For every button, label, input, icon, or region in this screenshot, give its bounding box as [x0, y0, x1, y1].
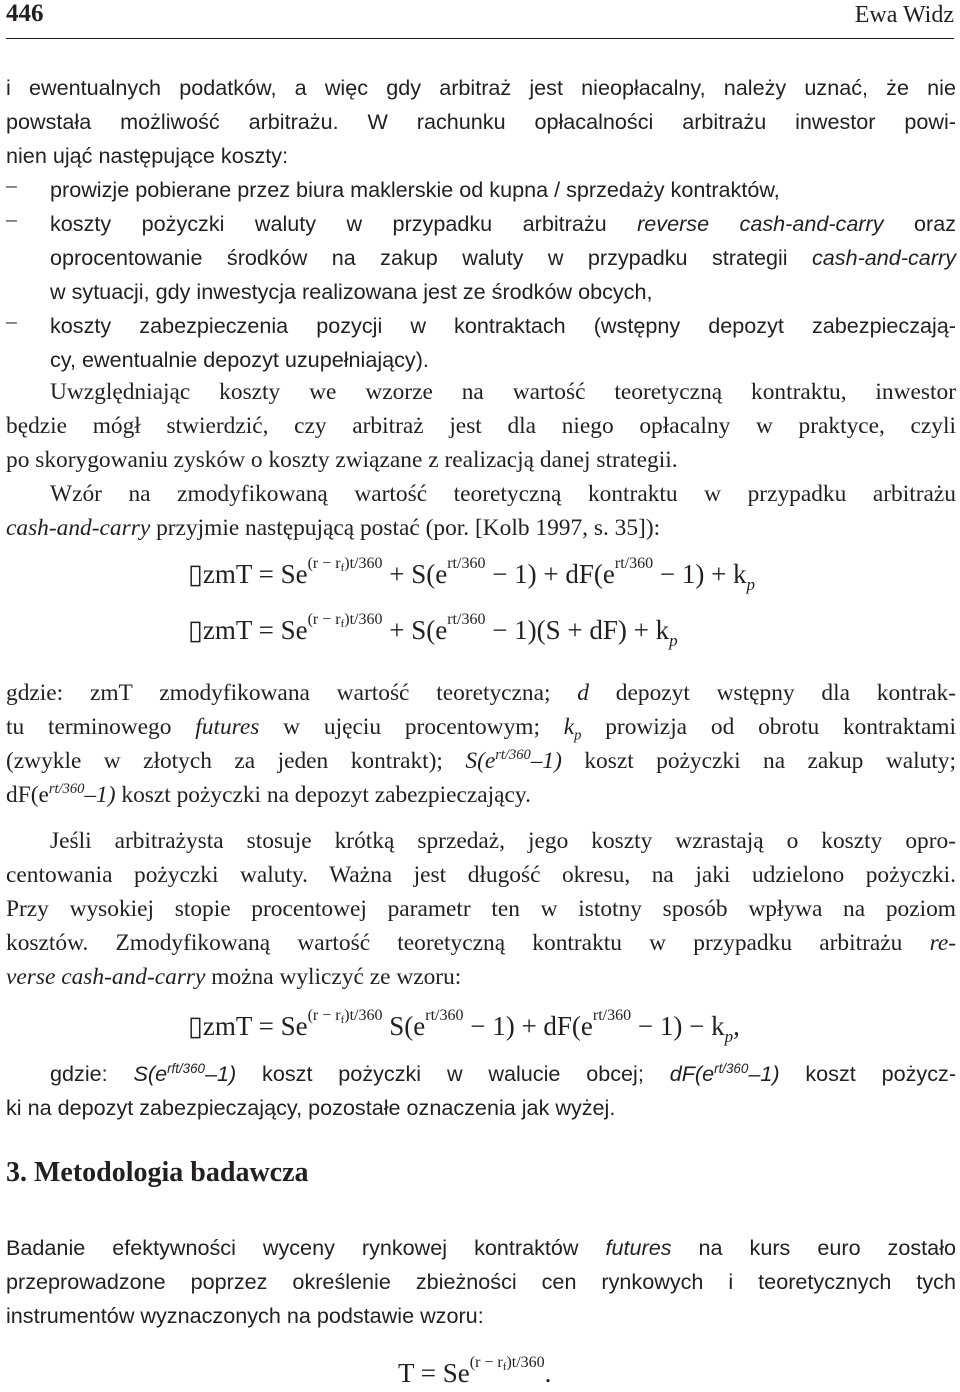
- running-header: [6, 0, 954, 39]
- paragraph-costs: Uwzględniając koszty we wzorze na wartość teoretyczną kontraktu, inwestor będzie mógł stwierdzić, czy arbitraż jest dla niego opłacalny w praktyce, czyli po skorygowaniu zysków o koszty związane z realizacją danej strategii.: [6, 379, 956, 473]
- formula-cash-and-carry-2: ▯zmT = $Se^{(r - rf)t/360} + S(e^{rt/360} - 1)(S + dF) + k_p$: [188, 611, 678, 650]
- page-number: 446: [6, 0, 44, 27]
- bullet-dash: –: [6, 173, 17, 197]
- paragraph-methodology: Badanie efektywności wyceny rynkowej kontraktów futures na kurs euro zostało przeprowadzone poprzez określenie zbieżności cen rynkowych i teoretycznych tych instrumentów wyznaczonych na podstawie wzoru:: [6, 1235, 957, 1328]
- formula-theoretical-price: $T = Se^{(r - rf)t/360}$.: [398, 1354, 552, 1388]
- formula-reverse-cash-and-carry: ▯zmT = $Se^{(r - rf)t/360}$ $S(e^{rt/360} - 1) + dF(e^{rt/360} - 1) - k_p$,: [188, 1007, 740, 1046]
- section-heading: 3. Metodologia badawcza: [6, 1157, 309, 1188]
- bullet-continuation: oprocentowanie środków na zakup waluty w przypadku strategii cash-and-carry w sytuacji, gdy inwestycja realizowana jest ze środków obcych,: [50, 245, 956, 304]
- paragraph-formula-intro: Wzór na zmodyfikowaną wartość teoretyczną kontraktu w przypadku arbitrażu cash-and-carry przyjmie następującą postać (por. [Kolb 1997, s. 35]):: [6, 481, 956, 541]
- intro-paragraph: i ewentualnych podatków, a więc gdy arbitraż jest nieopłacalny, należy uznać, że nie powstała możliwość arbitrażu. W rachunku opłacalności arbitrażu inwestor powi- nien ująć następujące koszty:: [6, 75, 956, 168]
- bullet-dash: –: [6, 309, 17, 333]
- paragraph-notation: gdzie: zmT zmodyfikowana wartość teoretyczna; d depozyt wstępny dla kontrak- tu terminowego futures w ujęciu procentowym; $k_p$ prowizja od obrotu kontraktami (zwykle w złotych za jeden kontrakt); $S(e^{rt/360}-1)$ koszt pożyczki na zakup waluty; $dF(e^{rt/360}-1)$ koszt pożyczki na depozyt zabezpieczający.: [6, 680, 956, 808]
- bullet-item: koszty zabezpieczenia pozycji w kontraktach (wstępny depozyt zabezpieczają- cy, ewentualnie depozyt uzupełniający).: [50, 313, 956, 372]
- formula-cash-and-carry-1: ▯zmT = $Se^{(r - rf)t/360} + S(e^{rt/360} - 1) + dF(e^{rt/360} - 1) + k_p$: [188, 555, 756, 594]
- running-author: Ewa Widz: [854, 2, 954, 28]
- paragraph-short-sale: Jeśli arbitrażysta stosuje krótką sprzedaż, jego koszty wzrastają o koszty opro- centowania pożyczki waluty. Ważna jest długość okresu, na jaki udzielono pożyczki. Przy wysokiej stopie procentowej parametr ten w istotny sposób wpływa na poziom kosztów. Zmodyfikowaną wartość teoretyczną kontraktu w przypadku arbitrażu re- verse cash-and-carry można wyliczyć ze wzoru:: [6, 828, 956, 990]
- bullet-dash: –: [6, 207, 17, 231]
- bullet-item: prowizje pobierane przez biura maklerskie od kupna / sprzedaży kontraktów,: [50, 177, 780, 202]
- bullet-item: koszty pożyczki waluty w przypadku arbitrażu reverse cash-and-carry oraz: [50, 211, 956, 236]
- paragraph-notation-2: gdzie: $S(e^{rft/360}-1)$ koszt pożyczki w walucie obcej; $dF(e^{rt/360}-1)$ koszt pożycz- ki na depozyt zabezpieczający, pozostałe oznaczenia jak wyżej.: [6, 1060, 957, 1120]
